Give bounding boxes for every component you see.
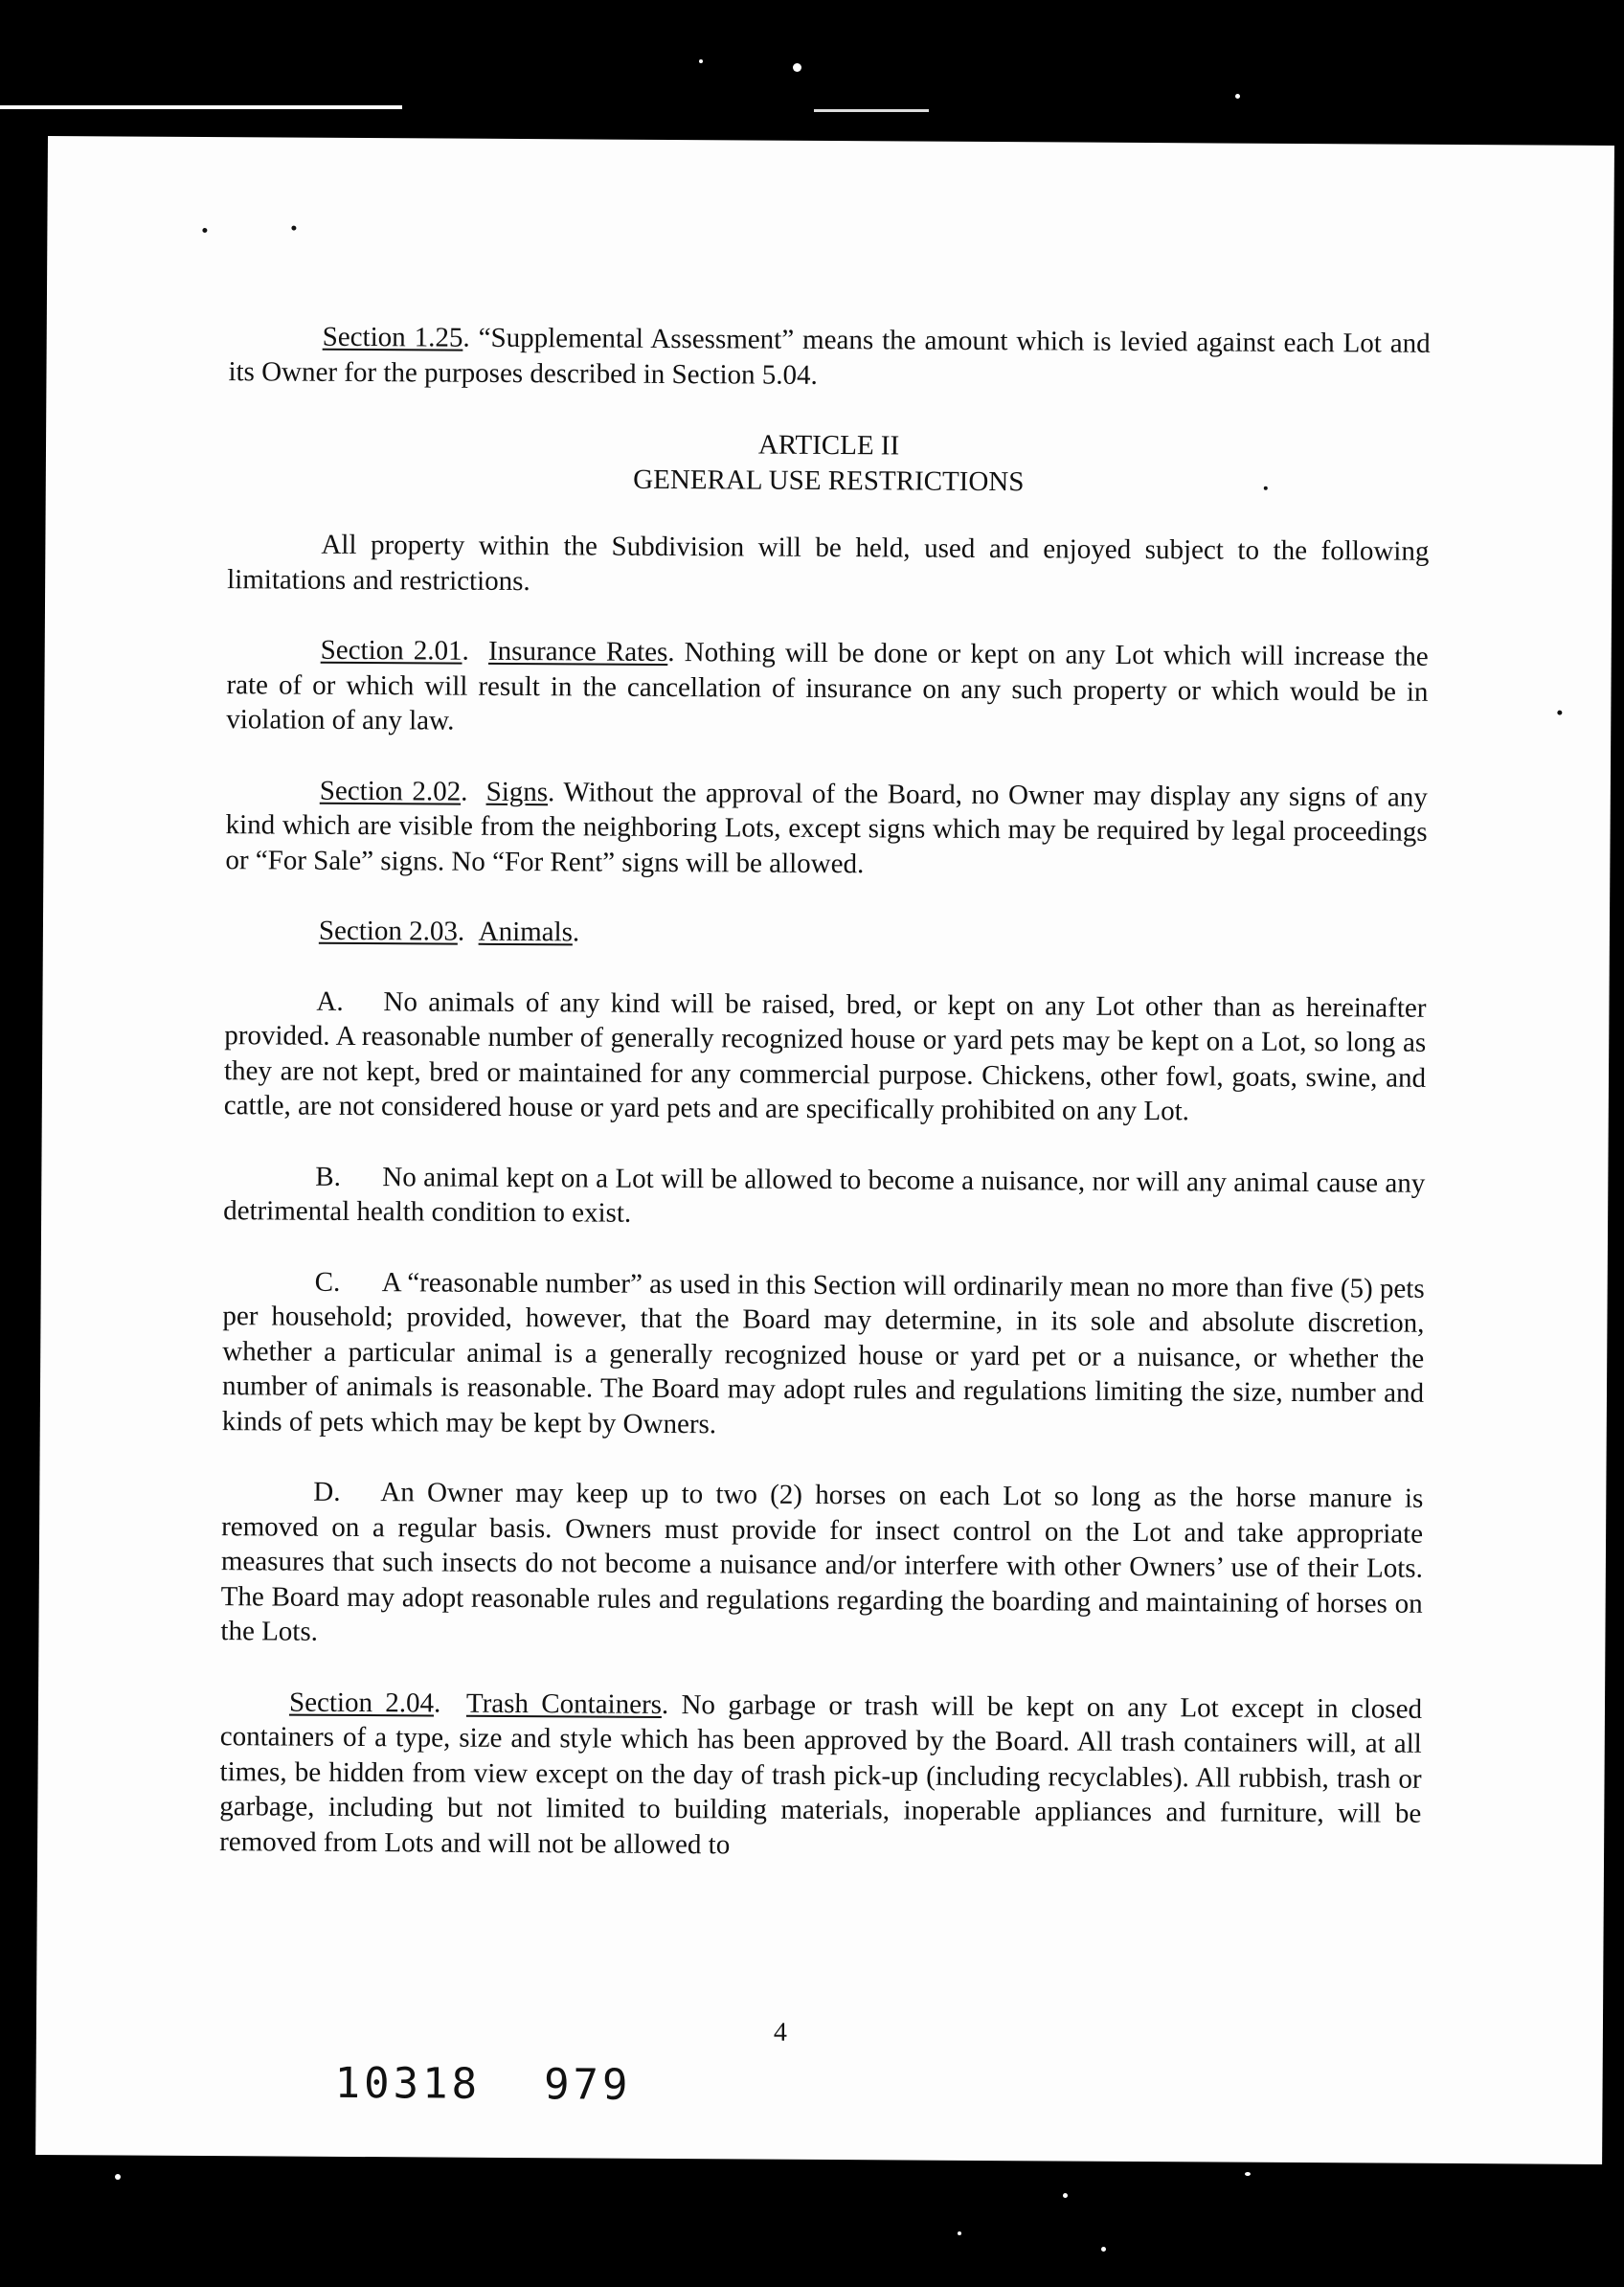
scan-speck xyxy=(699,59,703,63)
stamp-book-number: 10318 xyxy=(334,2058,482,2109)
scan-line xyxy=(814,109,929,112)
page-speck xyxy=(291,226,296,231)
article-title: GENERAL USE RESTRICTIONS xyxy=(633,464,1025,497)
section-1-25-paragraph xyxy=(228,319,1430,396)
animals-item-c xyxy=(222,1264,1425,1446)
scan-speck xyxy=(115,2174,121,2180)
section-2-01-paragraph: Section 2.01. Insurance Rates. Nothing will be done or kept on any Lot which will increase the rate of or which will result in the cancellation of insurance on any such property or which would be in violation of any law. xyxy=(226,634,1429,736)
item-letter: C. xyxy=(314,1266,341,1298)
document-body xyxy=(219,319,1431,1902)
scan-speck xyxy=(1235,94,1240,99)
section-heading: Section 2.01 xyxy=(320,634,462,667)
animals-item-a xyxy=(224,984,1427,1131)
stamp-page-number: 979 xyxy=(543,2060,632,2110)
section-heading: Section 2.04 xyxy=(288,1687,435,1718)
animals-item-b xyxy=(223,1159,1425,1236)
section-title: Trash Containers xyxy=(465,1687,663,1720)
item-text: No animal kept on a Lot will be allowed to become a nuisance, nor will any animal cause any detrimental health condition to exist. xyxy=(223,1161,1426,1229)
item-letter: A. xyxy=(316,985,344,1017)
item-text: No animals of any kind will be raised, bred, or kept on any Lot other than as hereinafter provided. A reasonable number of generally recognized house or yard pets may be kept on a Lot, so long as they are not kept, bred or maintained for any commercial purpose. Chickens, other fowl, goats, swine, and cattle, are not considered house or yard pets and are specifically prohibited on any Lot. xyxy=(223,985,1427,1127)
section-text: . “Supplemental Assessment” means the amount which is levied against each Lot and its Owner for the purposes described in Section 5.04. xyxy=(228,322,1431,391)
scan-speck xyxy=(1245,2172,1251,2176)
section-heading: Section 1.25 xyxy=(322,321,463,353)
recording-stamp xyxy=(334,2059,694,2110)
scan-speck xyxy=(793,63,801,72)
scan-speck xyxy=(958,2231,961,2235)
section-2-02-paragraph: Section 2.02. Signs. Without the approval of the Board, no Owner may display any signs of any kind which are visible from the neighboring Lots, except signs which may be required by legal proceedings or “For Sale” signs. No “For Rent” signs will be allowed. xyxy=(225,775,1428,879)
scan-line xyxy=(0,105,402,109)
section-title: Animals xyxy=(478,916,574,948)
intro-paragraph: All property within the Subdivision will be held, used and enjoyed subject to the following limitations and restrictions. xyxy=(227,529,1430,597)
item-text: A “reasonable number” as used in this Section will ordinarily mean no more than five (5) pets per household; provided, however, that the Board may determine, in its sole and absolute discretion, whether a particular animal is a generally recognized house or yard pet or a nuisance, or whether the number of animals is reasonable. The Board may adopt rules and regulations limiting the size, number and kinds of pets which may be kept by Owners. xyxy=(221,1266,1425,1439)
item-letter: D. xyxy=(313,1476,341,1507)
section-title: Insurance Rates xyxy=(487,635,668,668)
page-speck xyxy=(1557,711,1562,715)
item-text: An Owner may keep up to two (2) horses on each Lot so long as the horse manure is removed on a regular basis. Owners must provide for insect control on the Lot and take appropriate measures that such insects do not become a nuisance and/or interfere with other Owners’ use of their Lots. The Board may adopt reasonable rules and regulations regarding the boarding and maintaining of horses on the Lots. xyxy=(220,1477,1424,1647)
scan-speck xyxy=(1101,2247,1106,2252)
document-page xyxy=(35,136,1614,2164)
section-title: Signs xyxy=(485,776,549,807)
page-speck xyxy=(202,228,207,233)
article-number: ARTICLE II xyxy=(757,429,900,462)
scan-speck xyxy=(1063,2193,1068,2198)
section-heading: Section 2.03 xyxy=(318,915,459,947)
section-2-04-paragraph: Section 2.04. Trash Containers. No garbage or trash will be kept on any Lot except in closed containers of a type, size and style which has been approved by the Board. All trash containers will, at all times, be hidden from view except on the day of trash pick-up (including recyclables). All rubbish, trash or garbage, including but not limited to building materials, inoperable appliances and furniture, will be removed from Lots and will not be allowed to xyxy=(219,1687,1423,1860)
section-text: . Nothing will be done or kept on any Lot which will increase the rate of or which will result in the cancellation of insurance on any such property or which would be in violation of any law. xyxy=(226,636,1429,736)
page-number: 4 xyxy=(773,2017,788,2048)
article-heading xyxy=(228,424,1430,502)
animals-item-d xyxy=(220,1474,1423,1656)
section-2-03-heading: Section 2.03. Animals. xyxy=(318,915,580,948)
section-text: . Without the approval of the Board, no Owner may display any signs of any kind which are visible from the neighboring Lots, except signs which may be required by legal proceedings or “For Sale” signs. No “For Rent” signs will be allowed. xyxy=(225,776,1428,879)
section-text: . No garbage or trash will be kept on any Lot except in closed containers of a type, size and style which has been approved by the Board. All trash containers will, at all times, be hidden from view except on the day of trash pick-up (including recyclables). All rubbish, trash or garbage, including but not limited to building materials, inoperable appliances and furniture, will be removed from Lots and will not be allowed to xyxy=(219,1688,1423,1860)
section-heading: Section 2.02 xyxy=(319,775,462,807)
item-letter: B. xyxy=(315,1161,342,1192)
